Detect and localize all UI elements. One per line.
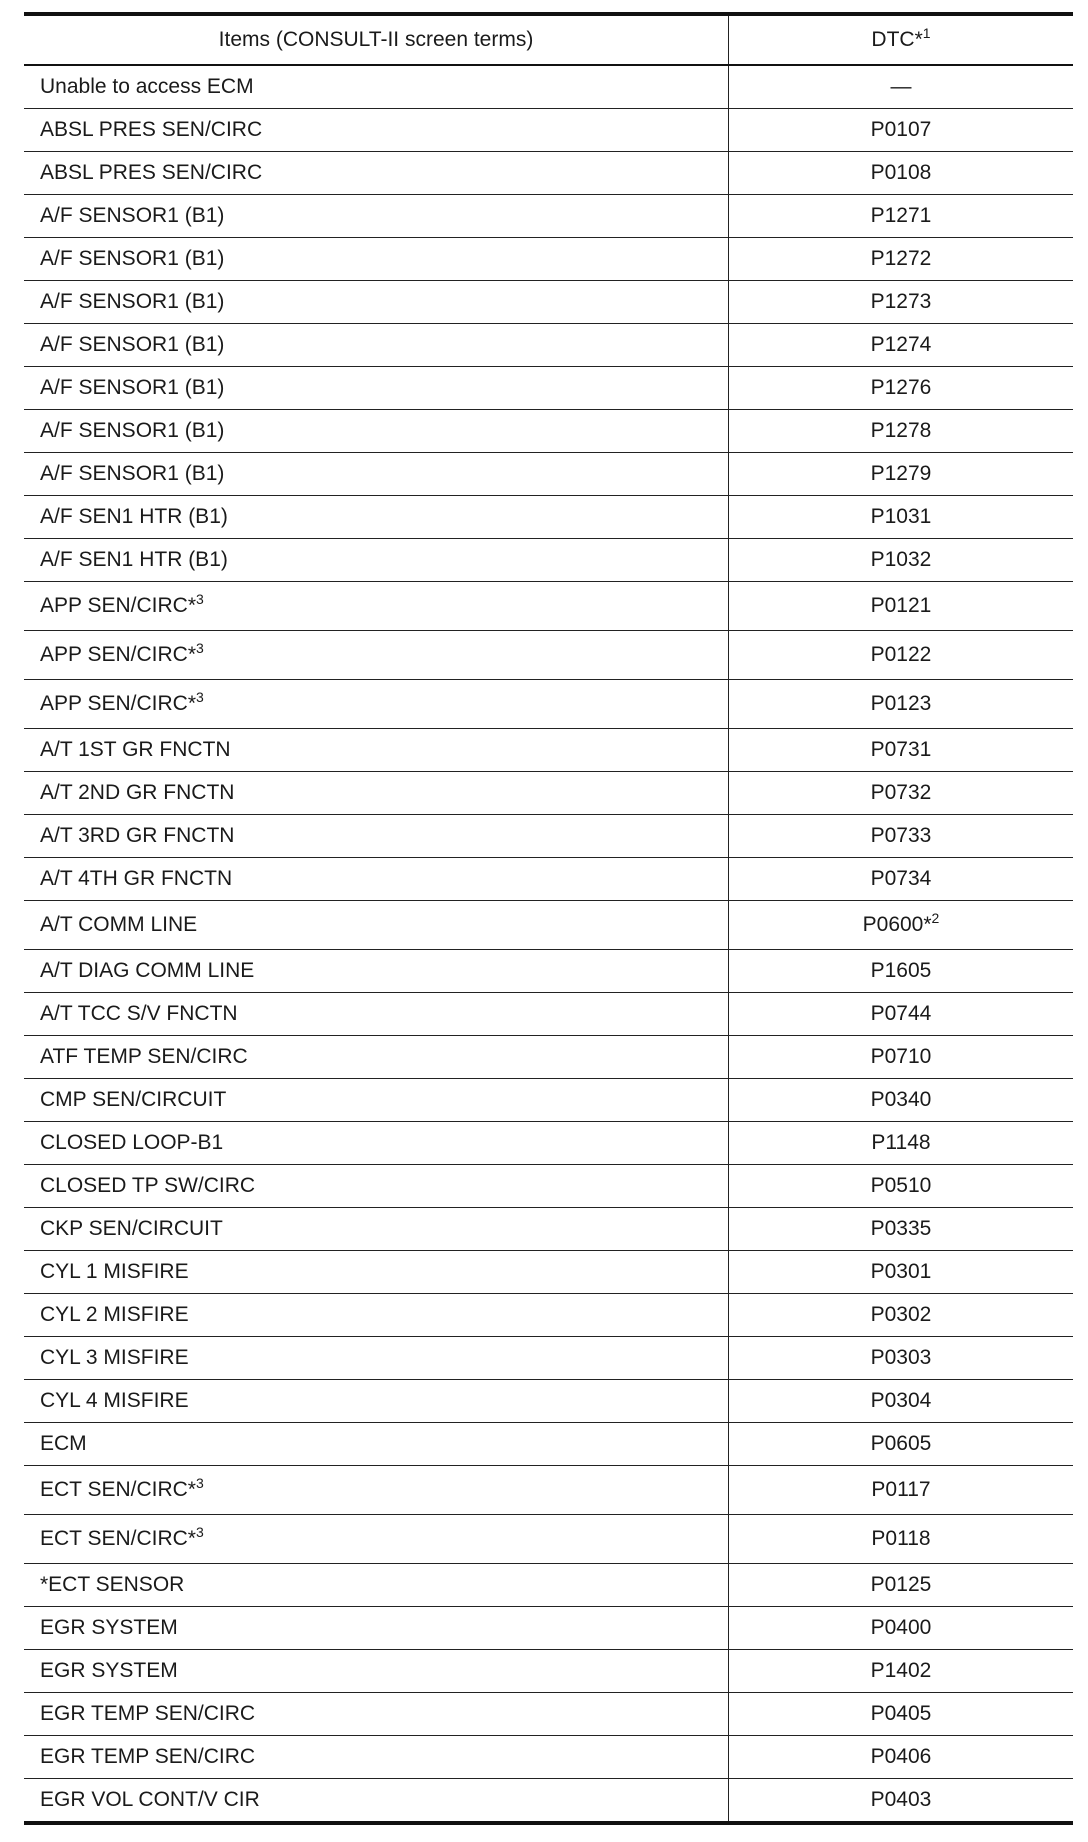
dtc-code: P0400 [870,1616,932,1639]
table-row [24,1337,1073,1380]
item-text: CYL 1 MISFIRE [40,1260,189,1283]
item-cell [24,1337,729,1380]
dtc-cell [729,1294,1074,1337]
item-cell [24,195,729,238]
item-cell [24,496,729,539]
item-cell [24,238,729,281]
item-text: A/T 2ND GR FNCTN [40,781,235,804]
item-cell [24,1208,729,1251]
dtc-cell [729,1515,1074,1564]
dtc-code: P1031 [870,505,932,528]
dtc-cell [729,1466,1074,1515]
table-row [24,582,1073,631]
dtc-cell [729,901,1074,950]
dtc-code: P0406 [870,1745,932,1768]
dtc-cell [729,1736,1074,1779]
item-cell [24,1251,729,1294]
dtc-cell [729,109,1074,152]
dtc-cell [729,238,1074,281]
table-row [24,1423,1073,1466]
item-cell [24,1423,729,1466]
item-text: A/T TCC S/V FNCTN [40,1002,238,1025]
dtc-index-table [24,12,1073,1825]
item-text: A/F SENSOR1 (B1) [40,376,225,399]
dtc-code: P0107 [870,118,932,141]
dtc-cell [729,1337,1074,1380]
item-footnote-mark: 3 [195,1524,204,1540]
dtc-cell [729,729,1074,772]
table-row [24,1693,1073,1736]
dtc-cell [729,1650,1074,1693]
dtc-code: P0118 [871,1527,931,1550]
item-cell [24,993,729,1036]
table-row [24,109,1073,152]
item-text: ECM [40,1432,87,1455]
dtc-code: P1402 [870,1659,932,1682]
dtc-cell [729,195,1074,238]
item-cell [24,729,729,772]
dtc-code: P0403 [870,1788,932,1811]
item-cell [24,539,729,582]
dtc-code: P0125 [870,1573,932,1596]
item-cell [24,950,729,993]
item-text: A/F SENSOR1 (B1) [40,419,225,442]
item-text: ABSL PRES SEN/CIRC [40,161,263,184]
dtc-cell [729,772,1074,815]
item-text: A/F SENSOR1 (B1) [40,204,225,227]
item-text: EGR TEMP SEN/CIRC [40,1745,256,1768]
dtc-column-header [729,14,1074,65]
item-text: EGR SYSTEM [40,1659,178,1682]
dtc-cell [729,1693,1074,1736]
header-row [24,14,1073,65]
item-text: ECT SEN/CIRC* [40,1478,196,1501]
item-text: A/F SENSOR1 (B1) [40,462,225,485]
table-row [24,238,1073,281]
dtc-column-footnote-mark: 1 [922,25,931,41]
item-cell [24,582,729,631]
dtc-code: P0710 [870,1045,932,1068]
table-row [24,281,1073,324]
item-text: CLOSED TP SW/CIRC [40,1174,256,1197]
item-text: A/T 1ST GR FNCTN [40,738,231,761]
item-text: ATF TEMP SEN/CIRC [40,1045,248,1068]
item-cell [24,815,729,858]
item-text: ABSL PRES SEN/CIRC [40,118,263,141]
item-text: *ECT SENSOR [40,1573,185,1596]
dtc-code: P0121 [870,594,932,617]
item-text: CMP SEN/CIRCUIT [40,1088,227,1111]
dtc-code: P0731 [870,738,932,761]
dtc-code: P0733 [870,824,932,847]
dtc-cell [729,410,1074,453]
table-row [24,772,1073,815]
table-row [24,680,1073,729]
item-footnote-mark: 3 [195,1475,204,1491]
dtc-code: P1272 [870,247,932,270]
dtc-cell [729,1079,1074,1122]
item-cell [24,901,729,950]
item-cell [24,1380,729,1423]
table-row [24,324,1073,367]
table-row [24,1294,1073,1337]
table-row [24,1251,1073,1294]
table-row [24,65,1073,109]
table-body [24,65,1073,1823]
dtc-cell [729,367,1074,410]
table-header [24,14,1073,65]
table-row [24,815,1073,858]
item-text: CLOSED LOOP-B1 [40,1131,224,1154]
item-text: CYL 2 MISFIRE [40,1303,189,1326]
item-cell [24,410,729,453]
dtc-code: — [890,75,912,98]
table-row [24,901,1073,950]
dtc-cell [729,324,1074,367]
item-cell [24,772,729,815]
dtc-code: P0122 [870,643,932,666]
item-text: A/T DIAG COMM LINE [40,959,255,982]
dtc-cell [729,631,1074,680]
dtc-code: P0108 [870,161,932,184]
dtc-footnote-mark: 2 [931,910,940,926]
dtc-code: P0744 [870,1002,932,1025]
dtc-cell [729,1779,1074,1824]
dtc-code: P1148 [871,1131,931,1154]
dtc-code: P0732 [870,781,932,804]
dtc-cell [729,496,1074,539]
dtc-cell [729,858,1074,901]
dtc-cell [729,152,1074,195]
dtc-code: P0304 [870,1389,932,1412]
table-row [24,1122,1073,1165]
item-text: A/T 4TH GR FNCTN [40,867,233,890]
table-row [24,1736,1073,1779]
table-row [24,1564,1073,1607]
table-row [24,1036,1073,1079]
dtc-code: P1276 [870,376,932,399]
dtc-cell [729,680,1074,729]
table-row [24,367,1073,410]
dtc-code: P1278 [870,419,932,442]
dtc-cell [729,1564,1074,1607]
dtc-cell [729,1251,1074,1294]
item-cell [24,324,729,367]
dtc-code: P0340 [870,1088,932,1111]
item-text: CYL 4 MISFIRE [40,1389,189,1412]
item-cell [24,1294,729,1337]
dtc-code: P0605 [870,1432,932,1455]
item-text: ECT SEN/CIRC* [40,1527,196,1550]
item-cell [24,152,729,195]
table-row [24,195,1073,238]
dtc-cell [729,453,1074,496]
dtc-cell [729,993,1074,1036]
item-text: APP SEN/CIRC* [40,594,196,617]
item-cell [24,631,729,680]
item-text: EGR VOL CONT/V CIR [40,1788,260,1811]
table-row [24,1779,1073,1824]
table-row [24,1607,1073,1650]
dtc-cell [729,815,1074,858]
table-row [24,729,1073,772]
item-cell [24,1779,729,1824]
dtc-code: P1273 [870,290,932,313]
item-text: APP SEN/CIRC* [40,643,196,666]
dtc-cell [729,539,1074,582]
item-cell [24,1607,729,1650]
table-row [24,1208,1073,1251]
table-row [24,453,1073,496]
item-cell [24,1564,729,1607]
dtc-code: P0335 [870,1217,932,1240]
table-row [24,631,1073,680]
item-cell [24,1122,729,1165]
item-cell [24,1650,729,1693]
dtc-cell [729,950,1074,993]
item-cell [24,1736,729,1779]
item-cell [24,109,729,152]
table-row [24,1380,1073,1423]
dtc-code: P0301 [870,1260,932,1283]
item-text: A/F SENSOR1 (B1) [40,247,225,270]
table-row [24,858,1073,901]
table-row [24,1466,1073,1515]
dtc-code: P1605 [870,959,932,982]
table-row [24,1165,1073,1208]
dtc-code: P0405 [870,1702,932,1725]
dtc-cell [729,1208,1074,1251]
dtc-cell [729,1122,1074,1165]
dtc-code: P0302 [870,1303,932,1326]
dtc-code: P1271 [870,204,932,227]
item-text: A/T 3RD GR FNCTN [40,824,235,847]
dtc-code: P0600* [862,913,932,936]
item-text: APP SEN/CIRC* [40,692,196,715]
item-footnote-mark: 3 [196,689,204,705]
item-footnote-mark: 3 [196,640,204,656]
dtc-column-label: DTC* [871,28,923,51]
table-row [24,539,1073,582]
table-row [24,1650,1073,1693]
item-cell [24,1515,729,1564]
item-cell [24,1165,729,1208]
item-text: A/T COMM LINE [40,913,198,936]
item-cell [24,680,729,729]
item-cell [24,281,729,324]
dtc-code: P1032 [870,548,932,571]
dtc-cell [729,1607,1074,1650]
item-text: EGR TEMP SEN/CIRC [40,1702,256,1725]
item-text: EGR SYSTEM [40,1616,178,1639]
table-row [24,950,1073,993]
dtc-cell [729,1165,1074,1208]
table-row [24,993,1073,1036]
item-text: A/F SENSOR1 (B1) [40,333,225,356]
item-cell [24,1079,729,1122]
item-text: A/F SEN1 HTR (B1) [40,505,228,528]
dtc-code: P0510 [870,1174,932,1197]
dtc-cell [729,1036,1074,1079]
item-cell [24,1466,729,1515]
table-row [24,410,1073,453]
dtc-cell [729,65,1074,109]
item-text: A/F SENSOR1 (B1) [40,290,225,313]
dtc-cell [729,281,1074,324]
item-cell [24,1036,729,1079]
item-cell [24,65,729,109]
items-column-header [24,14,729,65]
dtc-cell [729,582,1074,631]
item-cell [24,858,729,901]
dtc-code: P1279 [870,462,932,485]
dtc-code: P1274 [870,333,932,356]
item-cell [24,1693,729,1736]
table-row [24,496,1073,539]
dtc-cell [729,1380,1074,1423]
table-row [24,1079,1073,1122]
items-column-label: Items (CONSULT-II screen terms) [218,28,534,51]
dtc-code: P0117 [871,1478,931,1501]
dtc-cell [729,1423,1074,1466]
table-row [24,152,1073,195]
item-text: CKP SEN/CIRCUIT [40,1217,223,1240]
item-cell [24,453,729,496]
item-text: A/F SEN1 HTR (B1) [40,548,228,571]
table-row [24,1515,1073,1564]
item-cell [24,367,729,410]
dtc-code: P0123 [870,692,932,715]
dtc-code: P0303 [870,1346,932,1369]
item-footnote-mark: 3 [196,591,204,607]
item-text: CYL 3 MISFIRE [40,1346,189,1369]
item-text: Unable to access ECM [40,75,254,98]
dtc-code: P0734 [870,867,932,890]
